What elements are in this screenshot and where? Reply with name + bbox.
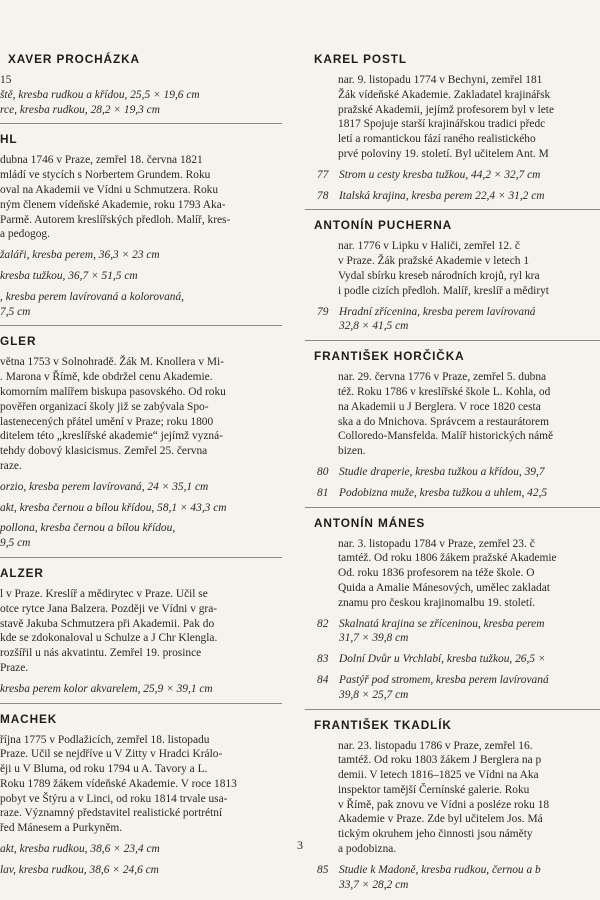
divider — [305, 709, 600, 710]
catalogue-item — [0, 536, 292, 551]
entry-bergler — [0, 334, 292, 551]
artist-heading: ANTONÍN MÁNES — [314, 515, 426, 530]
catalogue-item — [0, 290, 292, 305]
bio-line: Akademie v Praze. Zde byl učitelem Jos. Má — [338, 813, 543, 826]
item-text: rce, kresba rudkou, 28,2 × 19,3 cm — [0, 103, 160, 116]
item-text: 7,5 cm — [0, 305, 31, 318]
item-text: Skalnatá krajina se zříceninou, kresba perem — [339, 617, 545, 630]
item-text: Studie draperie, kresba tužkou a křídou, 39,7 — [339, 465, 545, 478]
bio-line: nar. 9. listopadu 1774 v Bechyni, zemřel 181 — [338, 74, 543, 86]
divider — [305, 507, 600, 508]
divider — [0, 557, 282, 558]
bio-line: ěji u V Bluma, od roku 1794 u A. Tavory a L. — [0, 763, 208, 776]
item-text: 9,5 cm — [0, 537, 31, 550]
item-text: akt, kresba černou a bílou křídou, 58,1 × 43,3 cm — [0, 501, 227, 514]
bio-line: ditelem této „kreslířské akademie“ jejímž vyzná- — [0, 430, 223, 443]
bio-line: nar. 3. listopadu 1784 v Praze, zemřel 23. č — [338, 537, 535, 550]
bio-line: Vydal sbírku kreseb národních krojů, ryl kra — [338, 269, 540, 282]
bio-line: i podle cizích předloh. Malíř, kreslíř a mědiryt — [338, 284, 549, 297]
item-text: Studie k Madoně, kresba rudkou, černou a b — [339, 863, 541, 876]
item-text: 33,7 × 28,2 cm — [339, 878, 409, 891]
bio-line: pověřen organizací školy již se zabývala Spo- — [0, 400, 209, 413]
item-text: kresba tužkou, 36,7 × 51,5 cm — [0, 269, 138, 282]
item-number: 78 — [317, 189, 329, 202]
bio-line: tickým okruhem jeho činnosti jsou náměty — [338, 828, 533, 841]
entry-kohl — [0, 132, 292, 319]
item-number: 85 — [317, 863, 329, 876]
bio-line: komorním malířem biskupa pasovského. Od roku — [0, 385, 226, 398]
entry-tkadlik — [305, 718, 600, 893]
catalogue-item — [305, 688, 600, 703]
item-text: 39,8 × 25,7 cm — [339, 688, 409, 701]
divider — [305, 340, 600, 341]
item-text: ště, kresba rudkou a křídou, 25,5 × 19,6 cm — [0, 88, 200, 101]
catalogue-item — [305, 305, 600, 320]
item-text: akt, kresba rudkou, 38,6 × 23,4 cm — [0, 843, 160, 856]
bio-line: 1817 Spojuje starší krajinářskou tradici předc — [338, 118, 546, 131]
bio-line: a pedogog. — [0, 228, 50, 241]
bio-line: Parmě. Autorem kreslířských předloh. Malíř, kres- — [0, 213, 231, 226]
catalogue-item — [0, 863, 292, 878]
item-text: Pastýř pod stromem, kresba perem lavírovaná — [339, 673, 549, 686]
right-column — [305, 52, 600, 892]
bio-line: pobyt ve Štýru a v Linci, od roku 1814 trvale usa- — [0, 792, 228, 805]
catalogue-item — [0, 480, 292, 495]
catalogue-item — [305, 617, 600, 632]
item-text: 31,7 × 39,8 cm — [339, 632, 409, 645]
artist-heading: KAREL POSTL — [314, 52, 407, 66]
bio-line: kde se zdokonaloval u Schulze a J Chr Klengla. — [0, 632, 218, 645]
item-text: orzio, kresba perem lavírovaná, 24 × 35,1 cm — [0, 480, 209, 493]
catalogue-item — [305, 465, 600, 480]
bio-line: nar. 1776 v Lipku v Haliči, zemřel 12. č — [338, 240, 520, 253]
item-number: 84 — [317, 673, 329, 686]
bio-line: ska a do Mnichova. Správcem a restaurátorem — [338, 415, 549, 428]
artist-heading: GLER — [0, 334, 37, 349]
catalogue-item — [0, 842, 292, 857]
catalogue-item — [305, 631, 600, 646]
bio-line: ným členem vídeňské Akademie, roku 1793 Aka- — [0, 198, 226, 211]
catalogue-item — [305, 319, 600, 334]
bio-line: Praze. Učil se nejdříve u V Zitty v Hradci Králo- — [0, 748, 223, 761]
entry-pucherna — [305, 218, 600, 334]
bio-line: Colloredo-Mansfelda. Malíř historických námě — [338, 430, 554, 443]
artist-heading: FRANTIŠEK HORČIČKA — [314, 349, 465, 364]
artist-heading: HL — [0, 132, 18, 147]
bio-line: Žák vídeňské Akademie. Zakladatel krajinářsk — [338, 88, 551, 101]
catalogue-item — [305, 878, 600, 893]
bio-line: nar. 29. června 1776 v Praze, zemřel 5. dubna — [338, 371, 547, 384]
bio-line: na Akademii u J Berglera. V roce 1820 cesta — [338, 400, 541, 413]
bio-line: a podobizna. — [338, 843, 397, 856]
divider — [0, 123, 282, 124]
bio-line: letí a romantickou fází raného realistického — [338, 133, 536, 146]
catalogue-item — [0, 88, 292, 103]
bio-line: . Marona v Římě, kde obdržel cenu Akademie. — [0, 371, 213, 384]
entry-balzer — [0, 566, 292, 697]
page-number: 3 — [297, 838, 303, 852]
item-number: 81 — [317, 486, 329, 499]
bio-line: rozšířil u nás akvatintu. Zemřel 19. prosince — [0, 647, 202, 660]
catalogue-item — [305, 486, 600, 501]
artist-heading: MACHEK — [0, 711, 58, 726]
entry-manes — [305, 516, 600, 703]
bio-line: Praze. — [0, 661, 29, 674]
catalogue-item — [0, 248, 292, 263]
item-text: Italská krajina, kresba perem 22,4 × 31,2 cm — [339, 189, 545, 202]
bio-line: lastenecených přátel umění v Praze; roku 1800 — [0, 415, 214, 428]
item-text: , kresba perem lavírovaná a kolorovaná, — [0, 290, 185, 303]
catalogue-item — [0, 682, 292, 697]
item-number: 77 — [317, 168, 329, 181]
bio-line: bizen. — [338, 445, 366, 458]
bio-line: oval na Akademii ve Vídni u Schmutzera. Roku — [0, 183, 219, 196]
artist-heading: ANTONÍN PUCHERNA — [314, 218, 453, 233]
bio-line: Quida a Amalie Mánesových, umělec zakladat — [338, 581, 550, 594]
bio-line: raze. — [0, 459, 22, 472]
bio-line: října 1775 v Podlažicích, zemřel 18. listopadu — [0, 733, 210, 746]
item-text: kresba perem kolor akvarelem, 25,9 × 39,1 cm — [0, 682, 213, 695]
bio-line: v Praze. Žák pražské Akademie v letech 1 — [338, 255, 530, 268]
artist-heading: ALZER — [0, 565, 44, 580]
bio-line: Od. roku 1836 profesorem na téže škole. O — [338, 567, 535, 580]
catalogue-item — [305, 189, 600, 204]
catalogue-item — [0, 305, 292, 320]
catalogue-item — [305, 863, 600, 878]
bio-line: mládí ve stycích s Norbertem Grundem. Roku — [0, 169, 211, 182]
entry-machek — [0, 712, 292, 878]
bio-line: prvé poloviny 19. století. Byl učitelem Ant. M — [338, 147, 549, 160]
catalogue-item — [305, 652, 600, 667]
item-text: pollona, kresba černou a bílou křídou, — [0, 522, 176, 535]
entry-prochazka — [0, 52, 292, 117]
item-text: žaláři, kresba perem, 36,3 × 23 cm — [0, 249, 160, 262]
item-text: Dolní Dvůr u Vrchlabí, kresba tužkou, 26,5 × — [339, 653, 546, 666]
item-text: 32,8 × 41,5 cm — [339, 320, 409, 333]
entry-horcicka — [305, 349, 600, 500]
divider — [0, 703, 282, 704]
bio-line: v Římě, pak znovu ve Vídni a posléze roku 18 — [338, 798, 550, 811]
bio-line: větna 1753 v Solnohradě. Žák M. Knollera v Mi- — [0, 356, 224, 369]
bio-line: demii. V letech 1816–1825 ve Vídni na Aka — [338, 769, 539, 782]
bio-line: Roku 1789 žákem vídeňské Akademie. V roce 1813 — [0, 777, 237, 790]
bio-line: znamu pro českou krajinomalbu 19. století. — [338, 596, 536, 609]
bio-line: inspektor tamější Černínské galerie. Roku — [338, 783, 530, 796]
bio-line: nar. 23. listopadu 1786 v Praze, zemřel 16. — [338, 739, 533, 752]
bio-line: l v Praze. Kreslíř a mědirytec v Praze. Učil se — [0, 587, 208, 600]
bio-line: raze. Významný představitel realistické portrétní — [0, 807, 223, 820]
catalogue-item — [0, 501, 292, 516]
item-number: 83 — [317, 653, 329, 666]
bio-line: tamtéž. Od roku 1806 žákem pražské Akademie — [338, 552, 557, 565]
item-text: Strom u cesty kresba tužkou, 44,2 × 32,7 cm — [339, 168, 541, 181]
bio-line: tamtéž. Od roku 1803 žákem J Berglera na p — [338, 754, 542, 767]
bio-line: stavě Jakuba Schmutzera při Akademii. Pak do — [0, 617, 215, 630]
divider — [305, 209, 600, 210]
catalogue-item — [305, 673, 600, 688]
artist-heading: XAVER PROCHÁZKA — [8, 52, 140, 66]
item-number: 79 — [317, 305, 329, 318]
item-number: 80 — [317, 465, 329, 478]
entry-postl — [305, 52, 600, 203]
bio-line: pražské Akademii, jejímž profesorem byl v lete — [338, 103, 555, 116]
divider — [0, 325, 282, 326]
catalogue-item — [0, 269, 292, 284]
bio-line: též. Roku 1786 v kreslířské škole L. Kohla, od — [338, 385, 551, 398]
item-text: Hradní zřícenina, kresba perem lavírovaná — [339, 305, 536, 318]
left-column — [0, 52, 292, 878]
artist-heading: FRANTIŠEK TKADLÍK — [314, 717, 452, 732]
bio-line: otce rytce Jana Balzera. Později ve Vídni v gra- — [0, 602, 218, 615]
bio-line: tehdy dobový klasicismus. Zemřel 25. června — [0, 445, 208, 458]
bio-line: řed Mánesem a Purkyněm. — [0, 822, 123, 835]
catalogue-item — [305, 168, 600, 183]
item-text: Podobizna muže, kresba tužkou a uhlem, 42,5 — [339, 486, 548, 499]
bio-line: 15 — [0, 74, 12, 86]
catalogue-item — [0, 521, 292, 536]
catalogue-item — [0, 103, 292, 118]
item-text: lav, kresba rudkou, 38,6 × 24,6 cm — [0, 863, 159, 876]
bio-line: dubna 1746 v Praze, zemřel 18. června 1821 — [0, 154, 203, 167]
item-number: 82 — [317, 617, 329, 630]
